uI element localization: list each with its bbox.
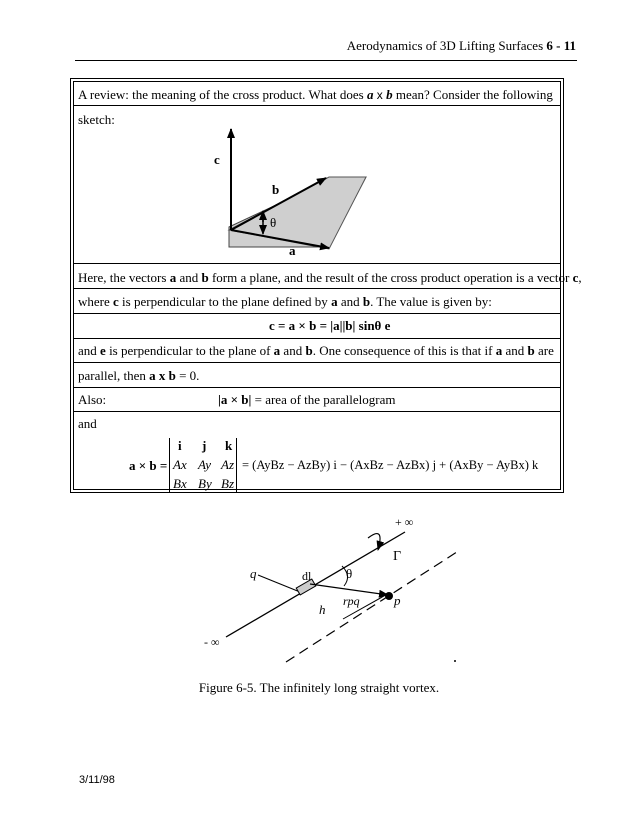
para2-line-2: parallel, then a x b = 0. (78, 368, 200, 383)
cross-symbol: x (373, 88, 387, 102)
point-p (385, 592, 393, 600)
det-ax: Ax (173, 457, 187, 472)
label-gamma: Γ (393, 549, 402, 564)
det-i: i (178, 438, 182, 453)
var-a: a (366, 87, 374, 102)
det-by: By (198, 476, 212, 491)
label-b: b (272, 182, 280, 197)
label-q: q (250, 566, 257, 581)
det-az: Az (221, 457, 234, 472)
and-label: and (78, 416, 97, 431)
det-k: k (225, 438, 233, 453)
also-equation: |a × b| = area of the parallelogram (218, 392, 396, 407)
also-label: Also: (78, 392, 107, 407)
det-rhs: = (AyBz − AzBy) i − (AxBz − AzBx) j + (AxBy − AyBx) k (242, 458, 539, 472)
equation-cross-product: c = a × b = |a||b| sinθ e (269, 318, 391, 333)
label-plus-inf: + ∞ (395, 515, 414, 529)
var-b: b (386, 87, 393, 102)
label-theta: θ (270, 215, 277, 230)
review-line-1-suffix: mean? Consider the following (392, 87, 553, 102)
para2-line-1: and e is perpendicular to the plane of a and b. One consequence of this is that if a and b are (78, 343, 554, 358)
footer-date: 3/11/98 (79, 774, 115, 786)
label-dl: dl (302, 569, 312, 583)
label-p: p (394, 593, 401, 608)
det-ay: Ay (198, 457, 211, 472)
label-a: a (289, 243, 296, 258)
label-c: c (214, 152, 220, 167)
label-rpq: rpq (343, 594, 360, 608)
review-line-2: sketch: (78, 112, 115, 127)
review-line-1-prefix: A review: the meaning of the cross product. What does (78, 87, 367, 102)
para1-line-1: Here, the vectors a and b form a plane, and the result of the cross product operation is a vector c, (78, 270, 582, 285)
det-bx: Bx (173, 476, 187, 491)
label-h: h (319, 602, 326, 617)
header-title: Aerodynamics of 3D Lifting Surfaces (346, 38, 544, 53)
para1-line-2: where c is perpendicular to the plane defined by a and b. The value is given by: (78, 294, 492, 309)
figure-caption: Figure 6-5. The infinitely long straight vortex. (198, 680, 440, 695)
gamma-arrow (368, 534, 380, 550)
q-line (258, 575, 300, 592)
dashed-line (286, 550, 460, 662)
page-number: 6 - 11 (546, 38, 576, 53)
det-j: j (202, 438, 207, 453)
label-minus-inf: - ∞ (204, 635, 220, 649)
label-theta: θ (346, 566, 353, 581)
det-bz: Bz (221, 476, 234, 491)
det-lhs: a × b = (129, 458, 168, 473)
